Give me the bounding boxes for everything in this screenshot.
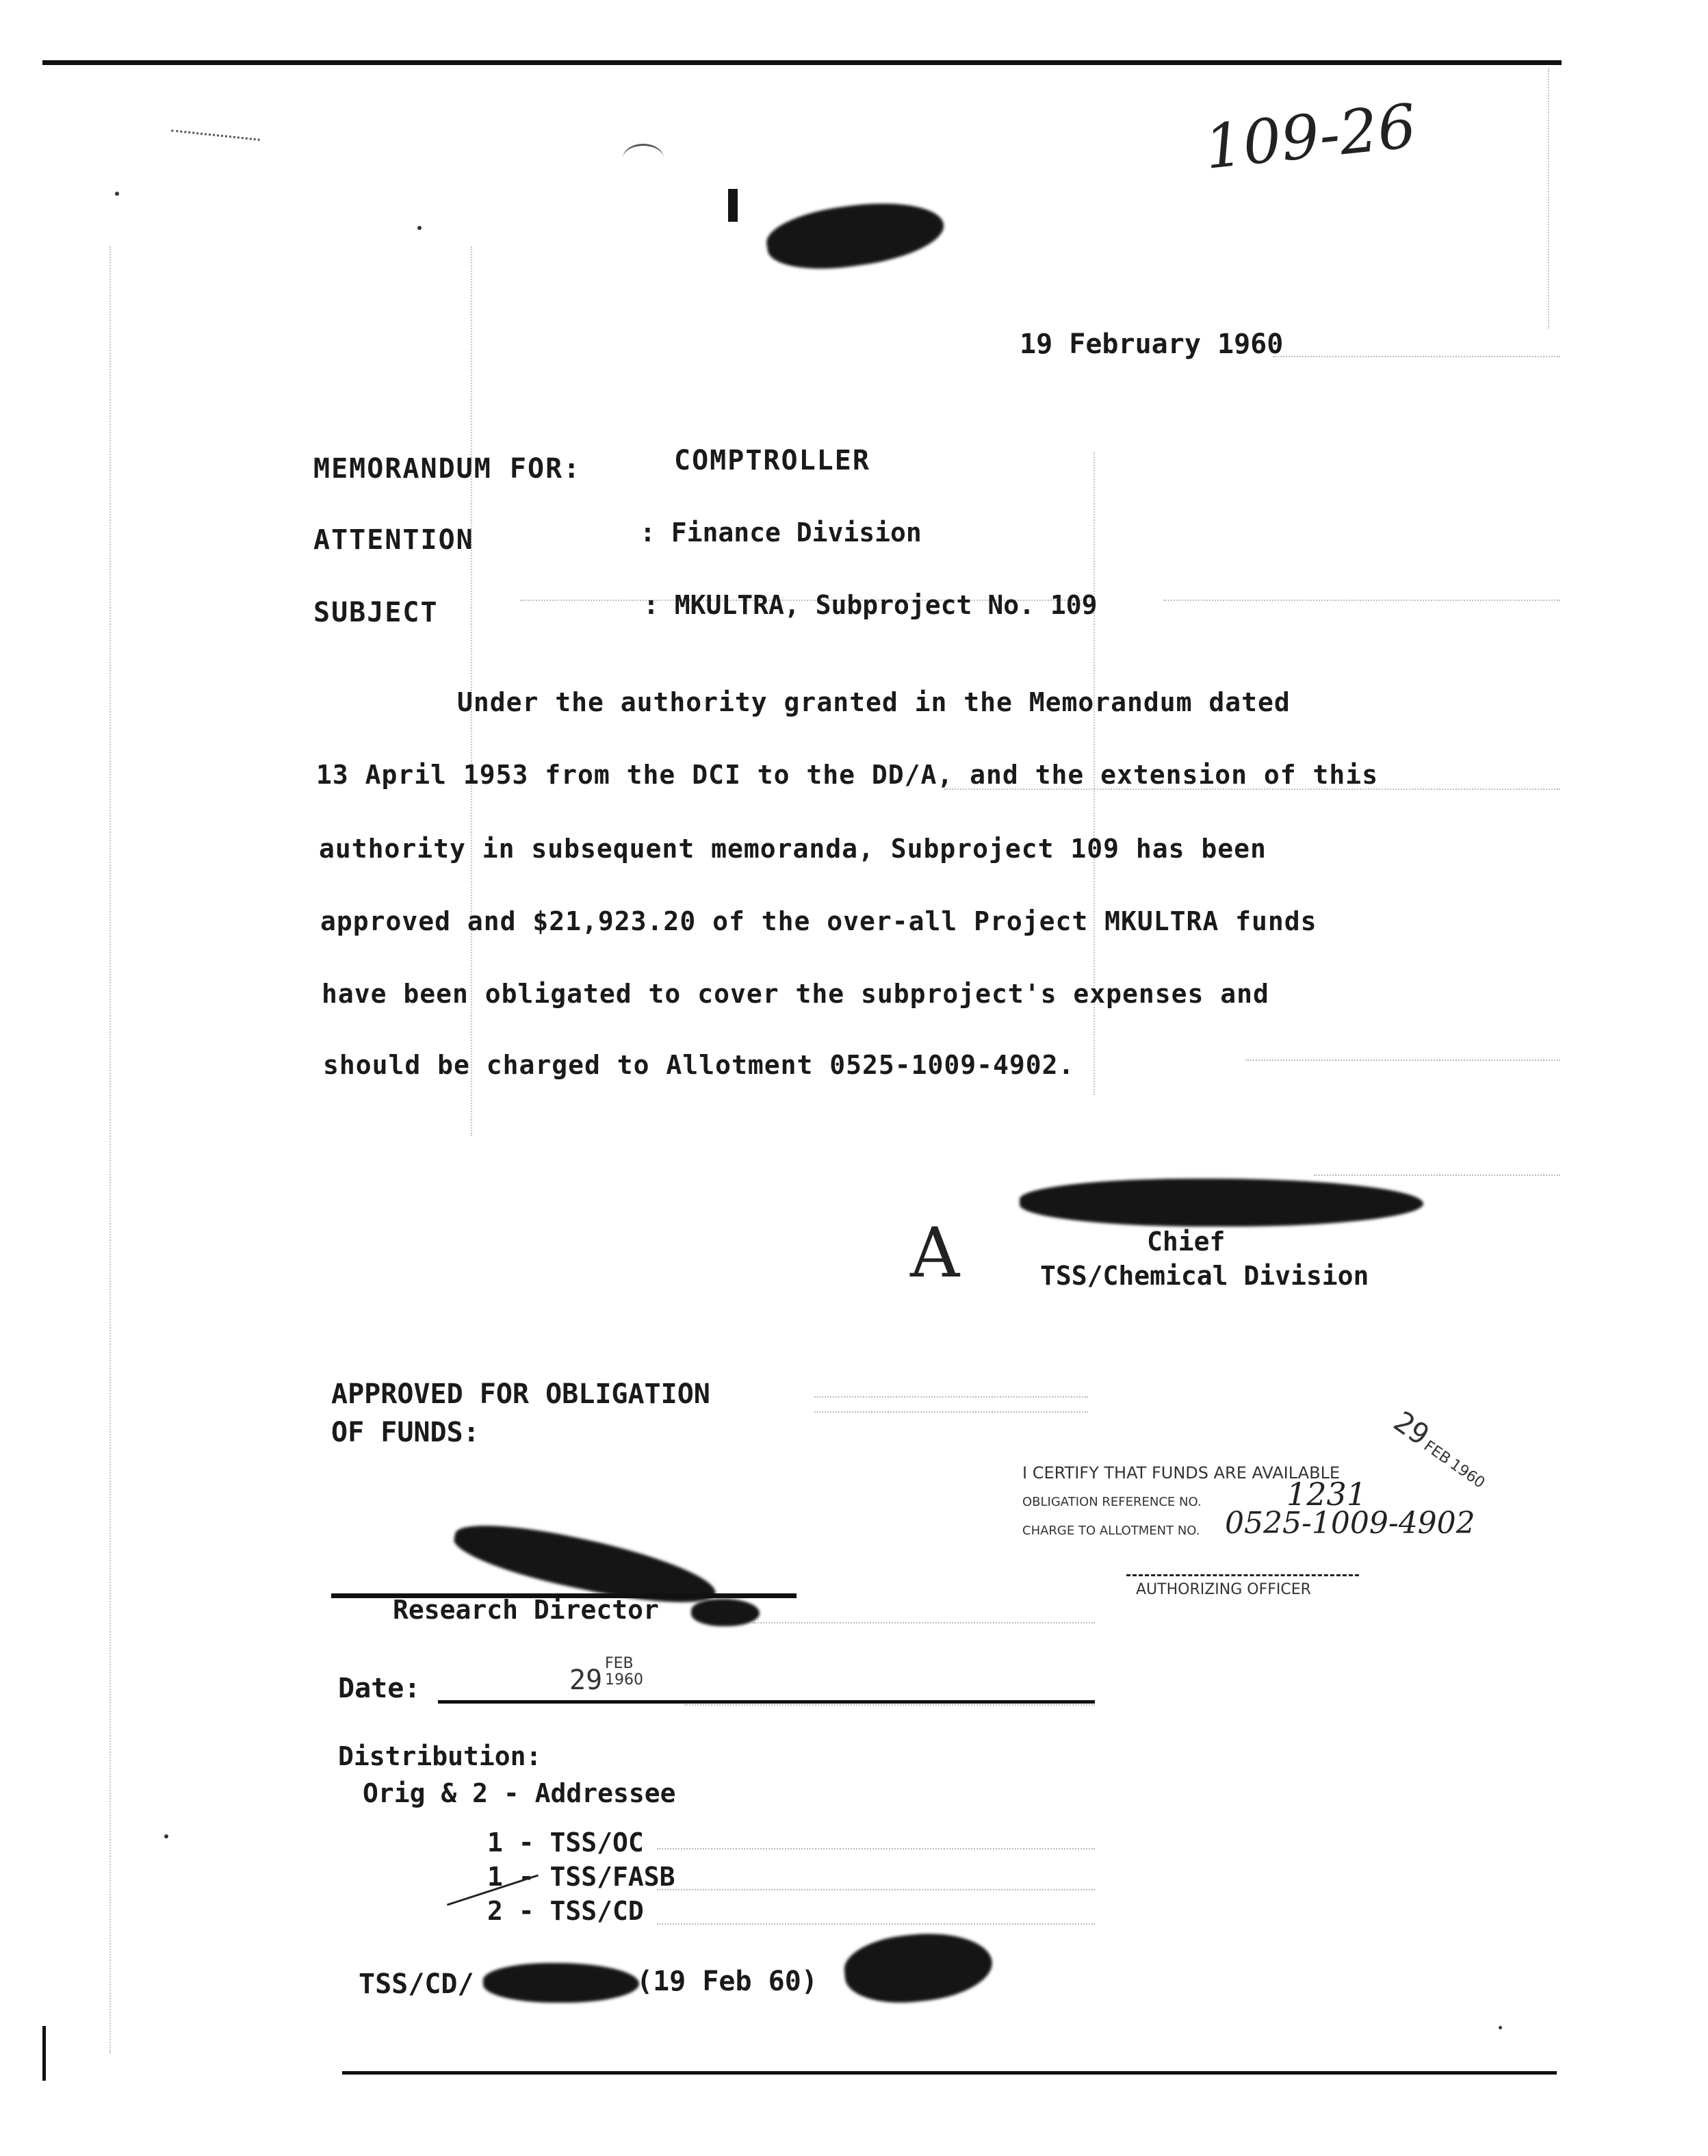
scan-speck bbox=[417, 226, 422, 230]
memo-for-value: COMPTROLLER bbox=[674, 445, 870, 476]
cert-line-available: I CERTIFY THAT FUNDS ARE AVAILABLE bbox=[1022, 1463, 1341, 1483]
distribution-entry: 1 - TSS/OC bbox=[487, 1827, 644, 1858]
approver-title: Research Director bbox=[393, 1595, 659, 1625]
guide-line bbox=[684, 1704, 1095, 1706]
guide-line bbox=[1163, 600, 1560, 601]
cert-officer-line bbox=[1126, 1574, 1359, 1576]
approval-date-stamp-month: FEB bbox=[605, 1655, 634, 1672]
guide-line bbox=[1273, 356, 1560, 357]
subject-value: : MKULTRA, Subproject No. 109 bbox=[643, 590, 1098, 620]
approval-date-stamp-day: 29 bbox=[569, 1665, 603, 1696]
memo-date: 19 February 1960 bbox=[1020, 329, 1284, 360]
signature-title-division: TSS/Chemical Division bbox=[1040, 1261, 1369, 1291]
body-line-4: approved and $21,923.20 of the over-all Project MKULTRA funds bbox=[320, 906, 1317, 936]
originator-prefix: TSS/CD/ bbox=[359, 1968, 474, 2000]
guide-line bbox=[1314, 1175, 1560, 1176]
handwritten-reference-number: 109-26 bbox=[1201, 90, 1420, 183]
cert-date-stamp bbox=[1388, 1404, 1496, 1494]
scan-speck bbox=[115, 192, 119, 196]
bottom-border-line bbox=[342, 2071, 1557, 2075]
cert-line-obligation: OBLIGATION REFERENCE NO. bbox=[1022, 1495, 1202, 1509]
distribution-entry: Orig & 2 - Addressee bbox=[363, 1778, 676, 1808]
redaction-block-footer bbox=[841, 1927, 995, 2009]
scan-mark bbox=[623, 144, 664, 173]
signature-title-chief: Chief bbox=[1147, 1227, 1226, 1257]
originator-date: (19 Feb 60) bbox=[636, 1966, 818, 1997]
approval-line-2: OF FUNDS: bbox=[331, 1417, 480, 1448]
approval-date-stamp-year: 1960 bbox=[605, 1671, 643, 1689]
cert-authorizing-officer: AUTHORIZING OFFICER bbox=[1136, 1581, 1311, 1598]
cert-stamp-month: FEB bbox=[1420, 1437, 1454, 1468]
approval-line-1: APPROVED FOR OBLIGATION bbox=[331, 1378, 710, 1410]
body-line-2: 13 April 1953 from the DCI to the DD/A, and the extension of this bbox=[316, 760, 1379, 790]
cert-stamp-day: 29 bbox=[1387, 1404, 1436, 1452]
memo-for-label: MEMORANDUM FOR: bbox=[313, 453, 582, 485]
guide-line bbox=[753, 1622, 1095, 1624]
redaction-block-approver-tail bbox=[691, 1599, 760, 1626]
distribution-label: Distribution: bbox=[338, 1741, 542, 1771]
approval-date-label: Date: bbox=[338, 1673, 421, 1704]
guide-line bbox=[814, 1411, 1088, 1413]
attention-value: : Finance Division bbox=[640, 517, 922, 548]
body-line-1: Under the authority granted in the Memorandum dated bbox=[457, 687, 1291, 717]
scan-mark bbox=[171, 129, 260, 141]
guide-line bbox=[657, 1923, 1095, 1925]
body-line-3: authority in subsequent memoranda, Subproject 109 has been bbox=[319, 834, 1267, 864]
guide-line-vertical bbox=[1548, 68, 1549, 329]
guide-line bbox=[657, 1848, 1095, 1849]
approval-date-line bbox=[438, 1700, 1095, 1704]
redaction-block-signature bbox=[1020, 1179, 1423, 1227]
guide-line bbox=[1245, 1060, 1560, 1061]
guide-line bbox=[657, 1889, 1095, 1890]
distribution-entry: 2 - TSS/CD bbox=[487, 1896, 644, 1926]
redaction-mark-fragment bbox=[728, 189, 738, 222]
distribution-entry: 1 - TSS/FASB bbox=[487, 1862, 675, 1892]
body-line-5: have been obligated to cover the subproject's expenses and bbox=[322, 979, 1269, 1009]
scan-speck bbox=[1499, 2026, 1502, 2029]
cert-obligation-value: 1231 bbox=[1286, 1476, 1367, 1513]
cert-stamp-year: 1960 bbox=[1447, 1456, 1488, 1492]
redaction-block-originator bbox=[483, 1963, 639, 2003]
handwritten-mark: A bbox=[910, 1213, 960, 1293]
cert-line-allotment: CHARGE TO ALLOTMENT NO. bbox=[1022, 1524, 1200, 1538]
redaction-block-header bbox=[763, 193, 948, 277]
attention-label: ATTENTION bbox=[313, 524, 474, 556]
guide-line-vertical bbox=[109, 246, 111, 2053]
top-border-line bbox=[42, 60, 1562, 65]
body-line-6: should be charged to Allotment 0525-1009-4902. bbox=[323, 1050, 1075, 1080]
subject-label: SUBJECT bbox=[313, 597, 439, 628]
guide-line bbox=[814, 1396, 1088, 1398]
cert-allotment-value: 0525-1009-4902 bbox=[1225, 1506, 1475, 1541]
scan-speck bbox=[164, 1834, 168, 1838]
left-border-line bbox=[42, 2026, 46, 2081]
